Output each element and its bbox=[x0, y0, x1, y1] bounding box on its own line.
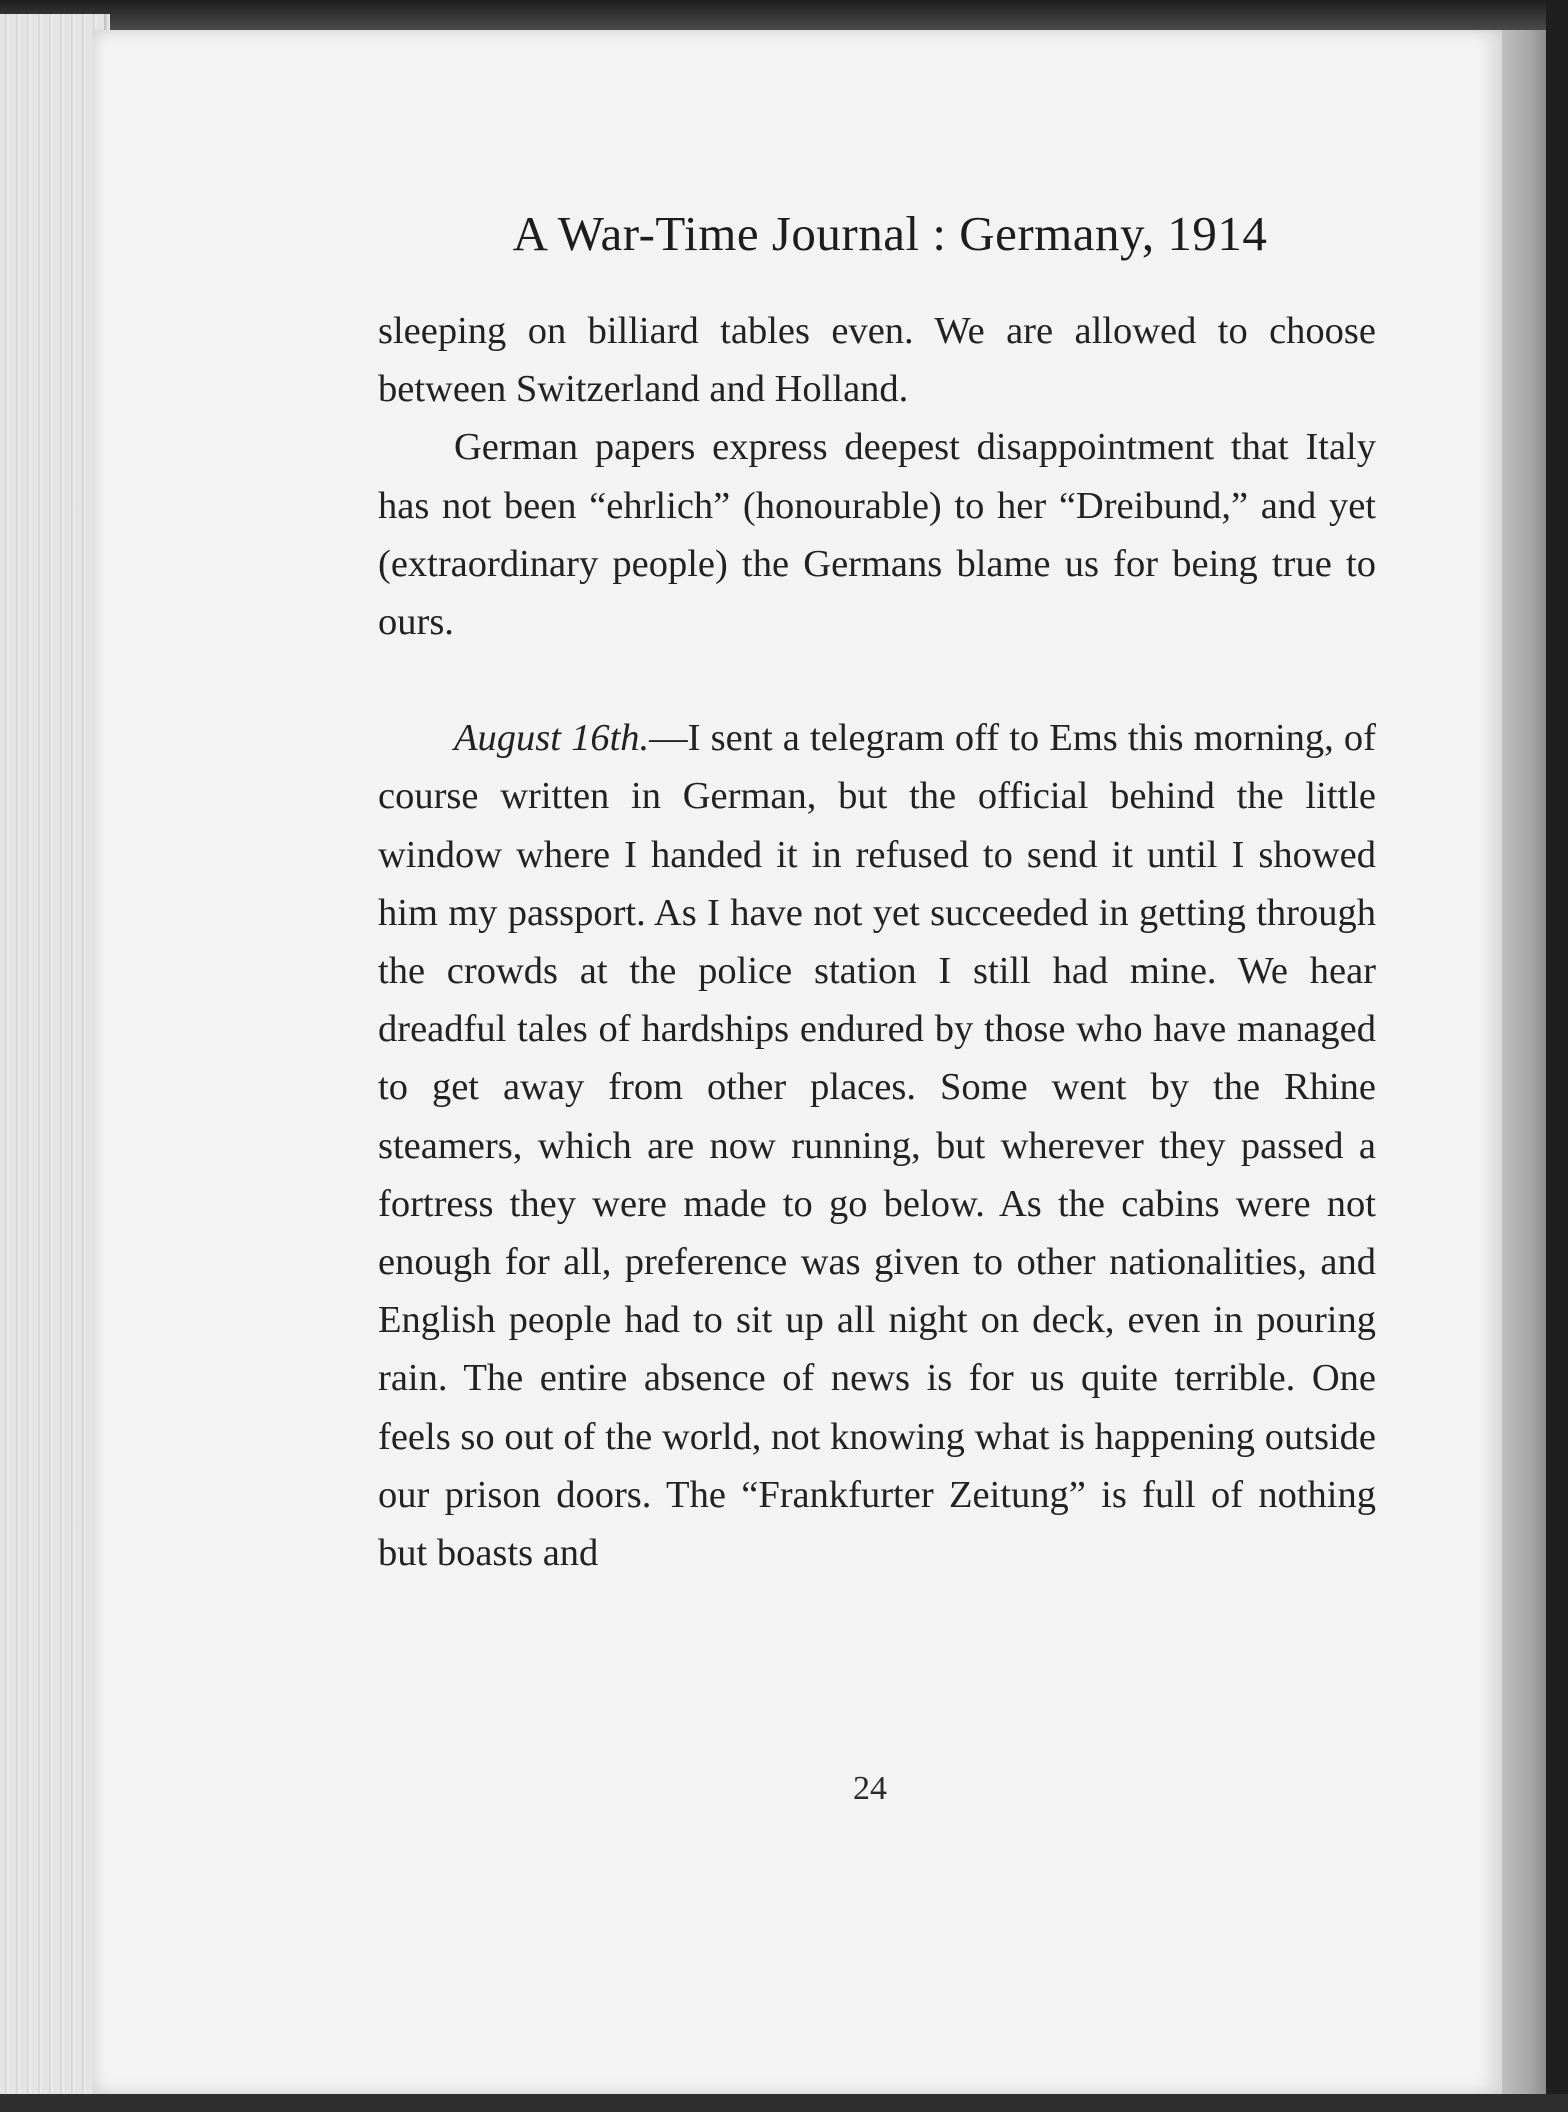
entry-date: August 16th. bbox=[454, 717, 650, 760]
body-text bbox=[378, 302, 1376, 1582]
scanner-bottom-border bbox=[0, 2094, 1568, 2112]
journal-entry-august-16 bbox=[378, 709, 1376, 1582]
paragraph-continuation: sleeping on billiard tables even. We are allowed to choose between Switzerland and Holland. bbox=[378, 310, 1376, 411]
scanner-top-border bbox=[0, 0, 1568, 30]
paragraph-italy-dreibund: German papers express deepest disappointment that Italy has not been “ehrlich” (honourable) to her “Dreibund,” and yet (extraordinary people) the Germans blame us for being true to ours. bbox=[378, 426, 1376, 644]
page-number: 24 bbox=[853, 1770, 887, 1807]
running-head: A War-Time Journal : Germany, 1914 bbox=[512, 206, 1268, 261]
page-gutter-shadow bbox=[1502, 30, 1546, 2094]
entry-text: —I sent a telegram off to Ems this morning, of course written in German, but the official behind the little window where I handed it in refused to send it until I showed him my passport. As I have not yet succeeded in getting through the crowds at the police station I still had mine. We hear dreadful tales of hardships endured by those who have managed to get away from other places. Some went by the Rhine steamers, which are now running, but wherever they passed a fortress they were made to go below. As the cabins were not enough for all, preference was given to other nationalities, and English people had to sit up all night on deck, even in pouring rain. The entire absence of news is for us quite terrible. One feels so out of the world, not knowing what is happening outside our prison doors. The “Frankfurter Zeitung” is full of nothing but boasts and bbox=[378, 717, 1376, 1575]
scanner-right-border bbox=[1546, 0, 1568, 2112]
